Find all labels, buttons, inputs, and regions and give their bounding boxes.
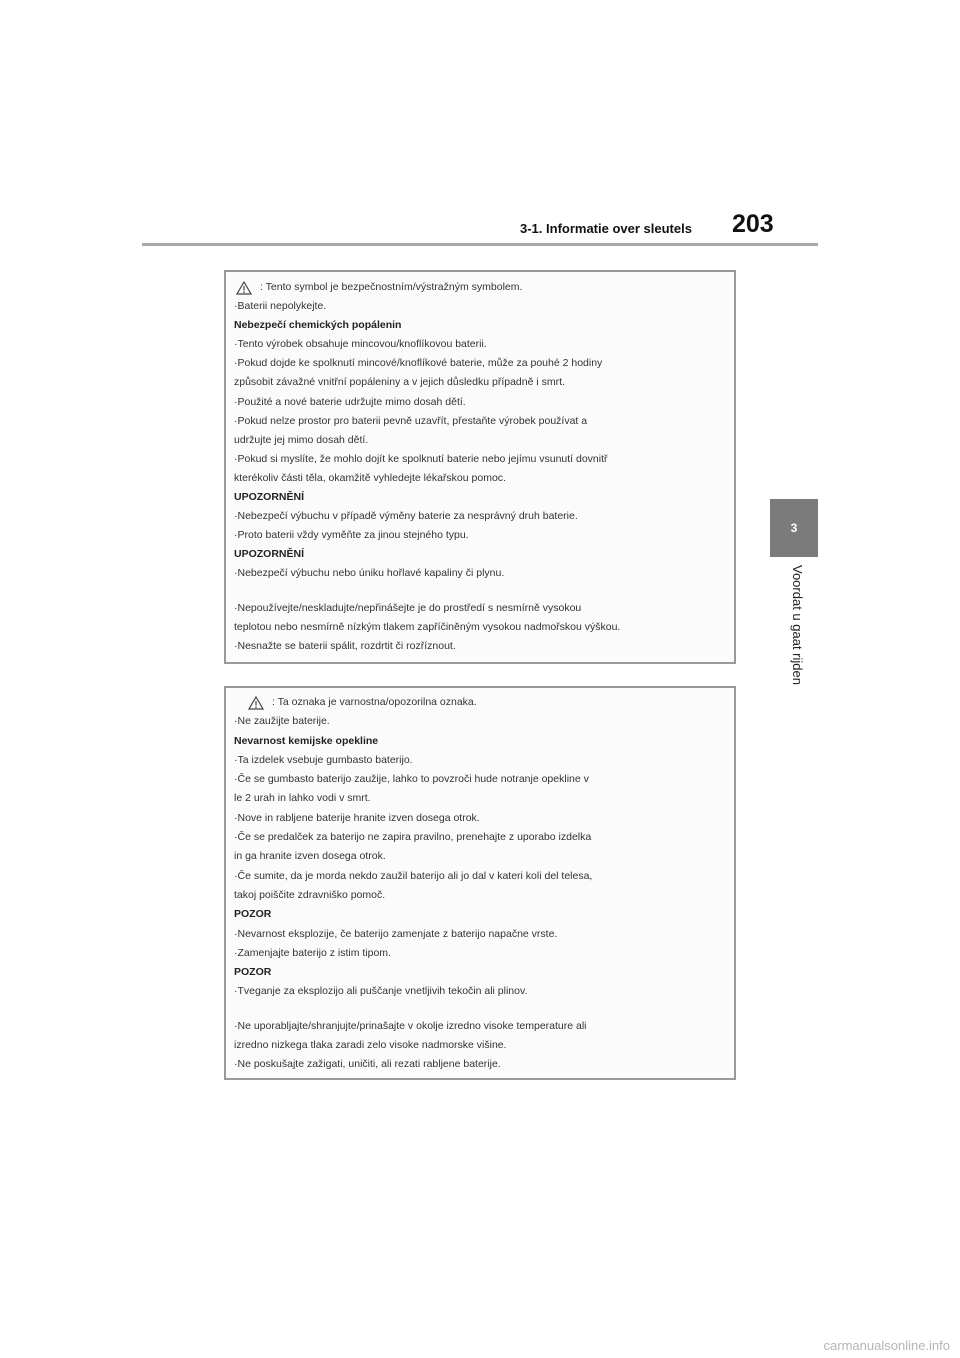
chapter-title: Voordat u gaat rijden bbox=[790, 565, 805, 685]
label-heading: POZOR bbox=[234, 908, 272, 921]
label-heading: UPOZORNĚNÍ bbox=[234, 491, 305, 504]
label-line: ·Nove in rabljene baterije hranite izven dosega otrok. bbox=[234, 811, 480, 824]
header-rule bbox=[142, 243, 818, 246]
label-line: ·Ne poskušajte zažigati, uničiti, ali rezati rabljene baterije. bbox=[234, 1058, 501, 1071]
label-line: takoj poiščite zdravniško pomoč. bbox=[234, 888, 386, 901]
label-line: izredno nizkega tlaka zaradi zelo visoke nadmorske višine. bbox=[234, 1039, 507, 1052]
label-line: ·Nebezpečí výbuchu nebo úniku hořlavé kapaliny či plynu. bbox=[234, 567, 505, 580]
label-line: ·Če se predalček za baterijo ne zapira pravilno, prenehajte z uporabo izdelka bbox=[234, 831, 592, 844]
label-line: ·Proto baterii vždy vyměňte za jinou stejného typu. bbox=[234, 529, 469, 542]
warning-triangle-icon bbox=[248, 696, 264, 710]
label-line: le 2 urah in lahko vodi v smrt. bbox=[234, 792, 371, 805]
label-heading: UPOZORNĚNÍ bbox=[234, 548, 305, 561]
label-line: ·Nepoužívejte/neskladujte/nepřinášejte je do prostředí s nesmírně vysokou bbox=[234, 601, 582, 614]
footer-watermark: carmanualsonline.info bbox=[823, 1338, 950, 1353]
label-line: ·Nebezpečí výbuchu v případě výměny baterie za nesprávný druh baterie. bbox=[234, 510, 578, 523]
label-line: ·Tento výrobek obsahuje mincovou/knoflíkovou baterii. bbox=[234, 338, 487, 351]
label-line: kterékoliv části těla, okamžitě vyhledejte lékařskou pomoc. bbox=[234, 471, 506, 484]
label-line: ·Pokud si myslíte, že mohlo dojít ke spolknutí baterie nebo jejímu vsunutí dovnitř bbox=[234, 452, 608, 465]
chapter-tab[interactable] bbox=[770, 499, 818, 557]
label-line: způsobit závažné vnitřní popáleniny a v jejich důsledku případně i smrt. bbox=[234, 376, 565, 389]
label-line: udržujte jej mimo dosah dětí. bbox=[234, 433, 369, 446]
label-line: ·Če sumite, da je morda nekdo zaužil baterijo ali jo dal v kateri koli del telesa, bbox=[234, 869, 593, 882]
warning-label-slovenian bbox=[224, 686, 736, 1080]
chapter-tab-number: 3 bbox=[790, 521, 798, 535]
label-line: ·Nevarnost eksplozije, če baterijo zamenjate z baterijo napačne vrste. bbox=[234, 927, 558, 940]
label-line-text: : Ta oznaka je varnostna/opozorilna oznaka. bbox=[272, 696, 477, 708]
label-line: ·Če se gumbasto baterijo zaužije, lahko to povzroči hude notranje opekline v bbox=[234, 773, 589, 786]
label-line: in ga hranite izven dosega otrok. bbox=[234, 850, 386, 863]
header-section-title: 3-1. Informatie over sleutels bbox=[520, 221, 692, 236]
warning-triangle-icon bbox=[236, 281, 252, 295]
label-line: ·Použité a nové baterie udržujte mimo dosah dětí. bbox=[234, 395, 466, 408]
label-line: teplotou nebo nesmírně nízkým tlakem zapříčiněným vysokou nadmořskou výškou. bbox=[234, 620, 621, 633]
page-number: 203 bbox=[732, 210, 774, 238]
label-line: ·Ta izdelek vsebuje gumbasto baterijo. bbox=[234, 753, 413, 766]
label-line: ·Ne uporabljajte/shranjujte/prinašajte v okolje izredno visoke temperature ali bbox=[234, 1019, 587, 1032]
label-line: ·Baterii nepolykejte. bbox=[234, 300, 327, 313]
label-heading: Nevarnost kemijske opekline bbox=[234, 734, 379, 747]
label-line: ·Nesnažte se baterii spálit, rozdrtit či rozříznout. bbox=[234, 639, 456, 652]
label-line: ·Ne zaužijte baterije. bbox=[234, 715, 330, 728]
label-heading: POZOR bbox=[234, 966, 272, 979]
label-line: ·Tveganje za eksplozijo ali puščanje vnetljivih tekočin ali plinov. bbox=[234, 985, 528, 998]
label-line: ·Pokud dojde ke spolknutí mincové/knoflíkové baterie, může za pouhé 2 hodiny bbox=[234, 357, 603, 370]
label-line: ·Pokud nelze prostor pro baterii pevně uzavřít, přestaňte výrobek používat a bbox=[234, 414, 588, 427]
warning-label-czech bbox=[224, 270, 736, 664]
label-heading: Nebezpečí chemických popálenin bbox=[234, 319, 402, 332]
label-line: ·Zamenjajte baterijo z istim tipom. bbox=[234, 946, 391, 959]
label-line bbox=[234, 278, 728, 297]
label-line bbox=[234, 693, 728, 712]
label-line-text: : Tento symbol je bezpečnostním/výstražným symbolem. bbox=[260, 281, 523, 293]
